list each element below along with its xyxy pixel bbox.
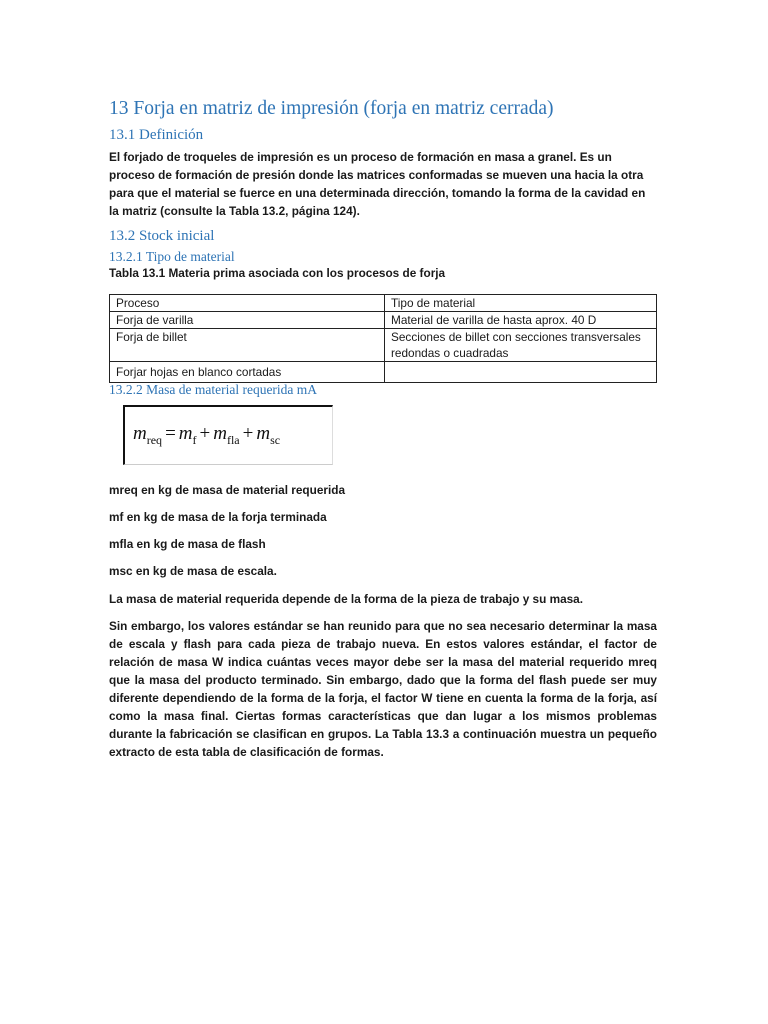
definition-line: mf en kg de masa de la forja terminada	[109, 510, 327, 524]
table-cell	[385, 362, 657, 383]
section-heading-stock-inicial: 13.2 Stock inicial	[109, 228, 215, 244]
mass-formula	[133, 423, 280, 448]
body-paragraph: Sin embargo, los valores estándar se han reunido para que no sea necesario determinar la masa de escala y flash para cada pieza de trabajo nueva. En estos valores estándar, el factor de relación de masa W indica cuántas veces mayor debe ser la masa del material requerido mreq que la masa del producto terminado. Sin embargo, dado que la forma del flash puede ser muy diferente dependiendo de la forma de la forja, el factor W tiene en cuenta la forma de la forja, así como la masa final. Ciertas formas características que dan lugar a los mismos problemas durante la fabricación se clasifican en grupos. La Tabla 13.3 a continuación muestra un pequeño extracto de esta tabla de clasificación de formas.	[109, 619, 657, 759]
table-row	[110, 362, 657, 383]
table-row	[110, 329, 657, 362]
table-header-cell: Proceso	[110, 295, 385, 312]
table-cell: Secciones de billet con secciones transversales redondas o cuadradas	[385, 329, 657, 362]
definition-line: mfla en kg de masa de flash	[109, 537, 266, 551]
table-cell: Forja de billet	[110, 329, 385, 362]
formula-term-2: m	[213, 423, 227, 444]
definition-paragraph: El forjado de troqueles de impresión es un proceso de formación en masa a granel. Es un proceso de formación de presión donde las matrices conformadas se mueven una hacia la otra para que el material se fuerce en una determinada dirección, tomando la forma de la cavidad en la matriz (consulte la Tabla 13.2, página 124).	[109, 150, 646, 218]
body-paragraph: La masa de material requerida depende de la forma de la pieza de trabajo y su masa.	[109, 592, 584, 606]
material-table	[109, 294, 657, 383]
formula-equals: =	[165, 423, 176, 444]
formula-lhs-sub: req	[146, 432, 163, 447]
formula-term-3-sub: sc	[270, 432, 281, 447]
table-row	[110, 312, 657, 329]
table-header-row	[110, 295, 657, 312]
definition-line: msc en kg de masa de escala.	[109, 564, 277, 578]
formula-term-1: m	[178, 423, 193, 444]
formula-term-1-sub: f	[192, 432, 197, 447]
table-cell: Forja de varilla	[110, 312, 385, 329]
table-cell: Material de varilla de hasta aprox. 40 D	[385, 312, 657, 329]
formula-plus-2: +	[242, 423, 254, 444]
table-cell: Forjar hojas en blanco cortadas	[110, 362, 385, 383]
formula-term-3: m	[256, 423, 271, 444]
definition-line: mreq en kg de masa de material requerida	[109, 483, 346, 497]
table-caption: Tabla 13.1 Materia prima asociada con los procesos de forja	[109, 266, 446, 280]
table-header-cell: Tipo de material	[385, 295, 657, 312]
subsection-heading-tipo-material: 13.2.1 Tipo de material	[109, 249, 235, 264]
formula-lhs: m	[133, 423, 147, 444]
formula-image	[123, 405, 333, 465]
section-heading-definicion: 13.1 Definición	[109, 127, 204, 143]
page-title: 13 Forja en matriz de impresión (forja en matriz cerrada)	[109, 98, 554, 119]
subsection-heading-masa-requerida: 13.2.2 Masa de material requerida mA	[109, 382, 318, 397]
formula-term-2-sub: fla	[226, 432, 240, 447]
formula-plus-1: +	[199, 423, 211, 444]
